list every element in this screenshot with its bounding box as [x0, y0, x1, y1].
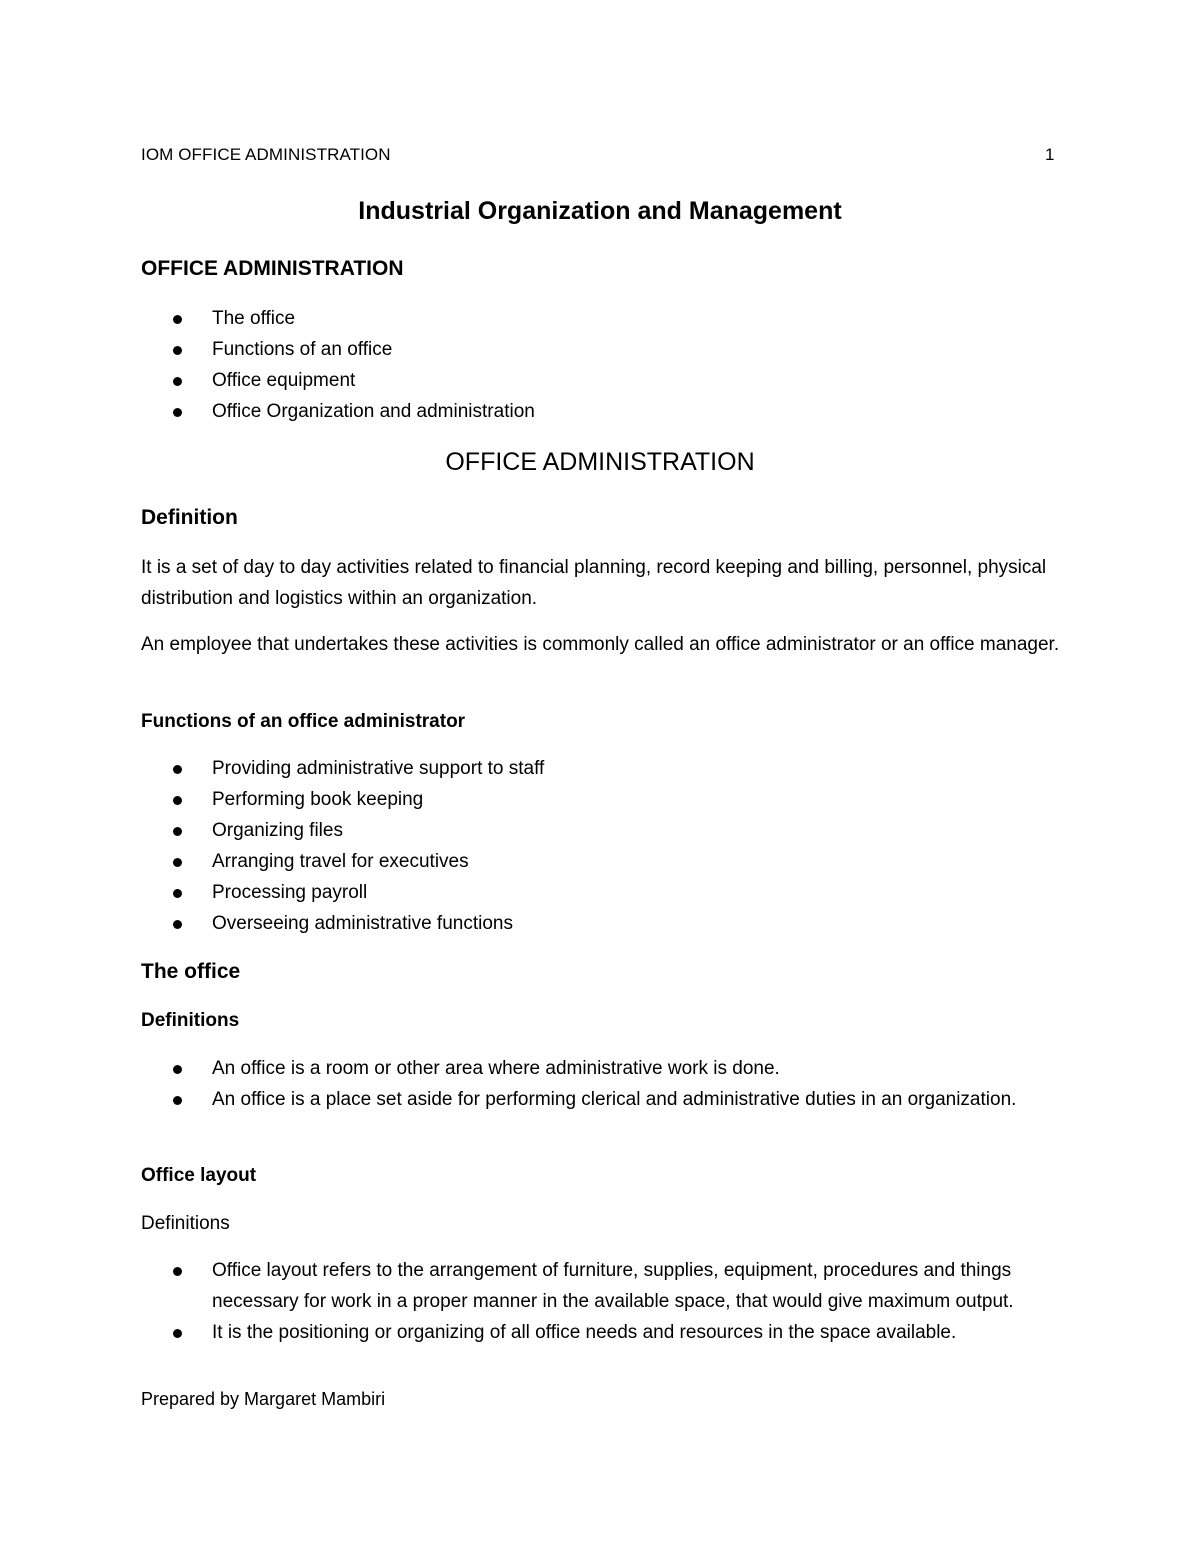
list-item: It is the positioning or organizing of all office needs and resources in the space available. [141, 1317, 1061, 1348]
list-item: An office is a room or other area where administrative work is done. [141, 1053, 1061, 1084]
office-definitions-list [141, 1053, 1061, 1115]
functions-heading: Functions of an office administrator [141, 711, 466, 732]
list-item: Providing administrative support to staff [141, 753, 1061, 784]
list-item: Office Organization and administration [141, 396, 1061, 427]
definition-paragraph: It is a set of day to day activities related to financial planning, record keeping and billing, personnel, physical distribution and logistics within an organization. [141, 557, 1047, 609]
bullet-icon [173, 346, 182, 355]
bullet-icon [173, 858, 182, 867]
section-heading-office-administration: OFFICE ADMINISTRATION [141, 257, 404, 280]
bullet-icon [173, 920, 182, 929]
bullet-icon [173, 408, 182, 417]
list-item: Processing payroll [141, 877, 1061, 908]
list-item: Functions of an office [141, 334, 1061, 365]
functions-list [141, 753, 1061, 939]
list-item: Organizing files [141, 815, 1061, 846]
section-title-office-administration: OFFICE ADMINISTRATION [445, 448, 755, 476]
bullet-icon [173, 1096, 182, 1105]
document-title: Industrial Organization and Management [358, 197, 842, 225]
list-item: Office equipment [141, 365, 1061, 396]
running-header: IOM OFFICE ADMINISTRATION [141, 145, 391, 164]
bullet-icon [173, 765, 182, 774]
bullet-icon [173, 796, 182, 805]
list-item: Arranging travel for executives [141, 846, 1061, 877]
bullet-icon [173, 1329, 182, 1338]
office-layout-heading: Office layout [141, 1165, 257, 1186]
administrator-paragraph: An employee that undertakes these activities is commonly called an office administrator or an office manager. [141, 634, 1060, 655]
page-footer: Prepared by Margaret Mambiri [141, 1389, 386, 1409]
definitions-heading: Definitions [141, 1010, 240, 1031]
list-item: Performing book keeping [141, 784, 1061, 815]
topics-list [141, 303, 1061, 427]
bullet-icon [173, 1267, 182, 1276]
the-office-heading: The office [141, 960, 241, 983]
list-item: The office [141, 303, 1061, 334]
bullet-icon [173, 1065, 182, 1074]
bullet-icon [173, 377, 182, 386]
layout-definitions-label: Definitions [141, 1213, 230, 1234]
bullet-icon [173, 315, 182, 324]
list-item: Office layout refers to the arrangement of furniture, supplies, equipment, procedures and things necessary for work in a proper manner in the available space, that would give maximum output. [141, 1255, 1061, 1317]
bullet-icon [173, 889, 182, 898]
list-item: An office is a place set aside for performing clerical and administrative duties in an organization. [141, 1084, 1061, 1115]
layout-definitions-list [141, 1255, 1061, 1348]
page-number: 1 [1045, 145, 1055, 164]
definition-heading: Definition [141, 506, 238, 529]
bullet-icon [173, 827, 182, 836]
list-item: Overseeing administrative functions [141, 908, 1061, 939]
